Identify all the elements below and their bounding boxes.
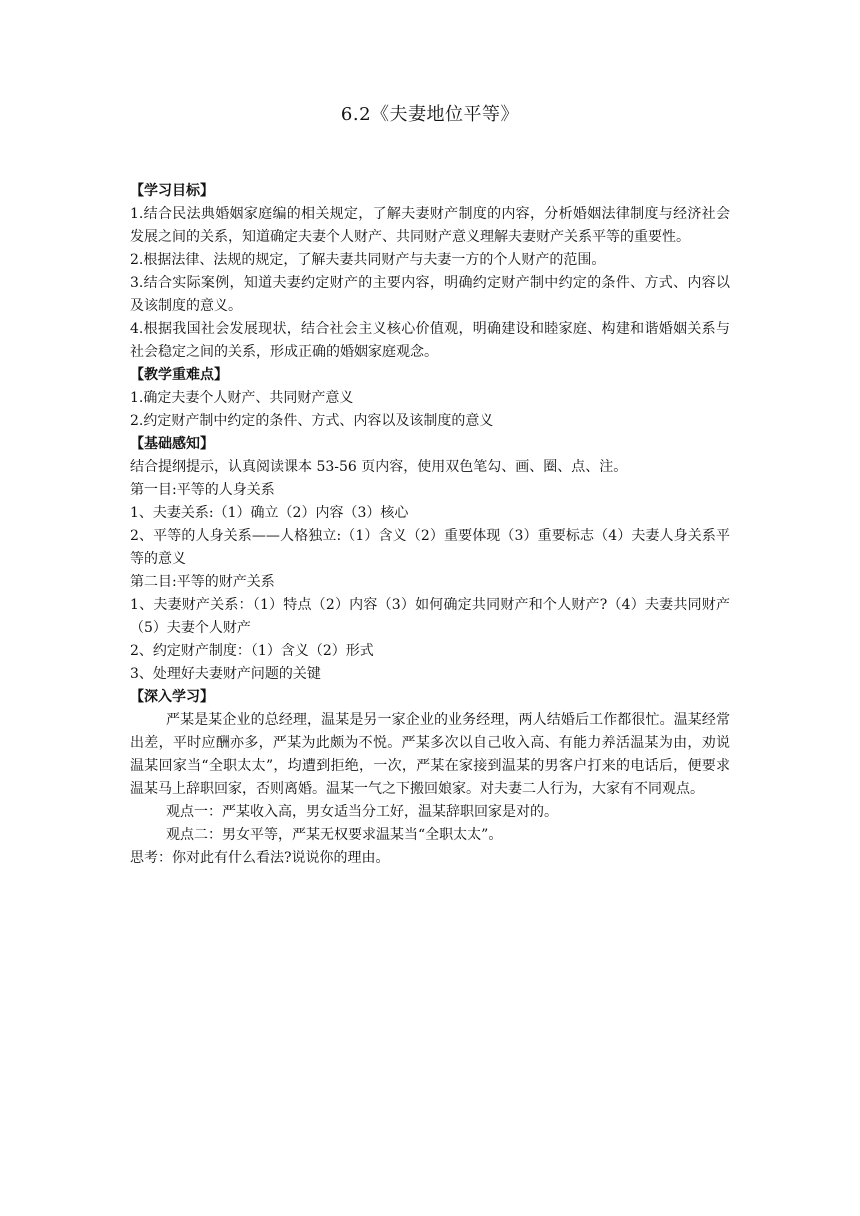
basics-item: 2、平等的人身关系——人格独立:（1）含义（2）重要体现（3）重要标志（4）夫妻人身关系平等的意义: [130, 528, 730, 567]
basics-item: 1、夫妻财产关系：（1）特点（2）内容（3）如何确定共同财产和个人财产?（4）夫妻共同财产（5）夫妻个人财产: [130, 597, 730, 636]
section-heading-basics: 【基础感知】: [130, 436, 214, 452]
document-title: 6.2《夫妻地位平等》: [340, 104, 520, 125]
basics-item: 第一目:平等的人身关系: [130, 482, 275, 498]
goal-item: 1.结合民法典婚姻家庭编的相关规定，了解夫妻财产制度的内容，分析婚姻法律制度与经济社会发展之间的关系，知道确定夫妻个人财产、共同财产意义理解夫妻财产关系平等的重要性。: [130, 206, 730, 245]
basics-item: 1、夫妻关系:（1）确立（2）内容（3）核心: [130, 505, 409, 521]
basics-item: 2、约定财产制度：（1）含义（2）形式: [130, 643, 374, 659]
goal-item: 4.根据我国社会发展现状，结合社会主义核心价值观，明确建设和睦家庭、构建和谐婚姻关系与社会稳定之间的关系，形成正确的婚姻家庭观念。: [130, 321, 730, 360]
keypoint-item: 1.确定夫妻个人财产、共同财产意义: [130, 390, 354, 406]
section-heading-goals: 【学习目标】: [130, 183, 214, 199]
case-paragraph: 严某是某企业的总经理，温某是另一家企业的业务经理，两人结婚后工作都很忙。温某经常出差，平时应酬亦多，严某为此颇为不悦。严某多次以自己收入高、有能力养活温某为由，劝说温某回家当“全职太太”，均遭到拒绝，一次，严某在家接到温某的男客户打来的电话后，便要求温某马上辞职回家，否则离婚。温某一气之下搬回娘家。对夫妻二人行为，大家有不同观点。: [130, 712, 730, 797]
viewpoint-two: 观点二：男女平等，严某无权要求温某当“全职太太”。: [166, 827, 503, 843]
document-page: [130, 100, 730, 870]
viewpoint-one: 观点一：严某收入高，男女适当分工好，温某辞职回家是对的。: [166, 804, 558, 820]
basics-item: 3、处理好夫妻财产问题的关键: [130, 666, 321, 682]
basics-item: 结合提纲提示，认真阅读课本 53-56 页内容，使用双色笔勾、画、圈、点、注。: [130, 459, 628, 475]
thinking-question: 思考：你对此有什么看法?说说你的理由。: [130, 850, 390, 866]
section-heading-deep: 【深入学习】: [130, 689, 214, 705]
section-heading-keypoints: 【教学重难点】: [130, 367, 228, 383]
goal-item: 2.根据法律、法规的规定，了解夫妻共同财产与夫妻一方的个人财产的范围。: [130, 252, 606, 268]
goal-item: 3.结合实际案例，知道夫妻约定财产的主要内容，明确约定财产制中约定的条件、方式、内容以及该制度的意义。: [130, 275, 730, 314]
basics-item: 第二目:平等的财产关系: [130, 574, 275, 590]
keypoint-item: 2.约定财产制中约定的条件、方式、内容以及该制度的意义: [130, 413, 494, 429]
